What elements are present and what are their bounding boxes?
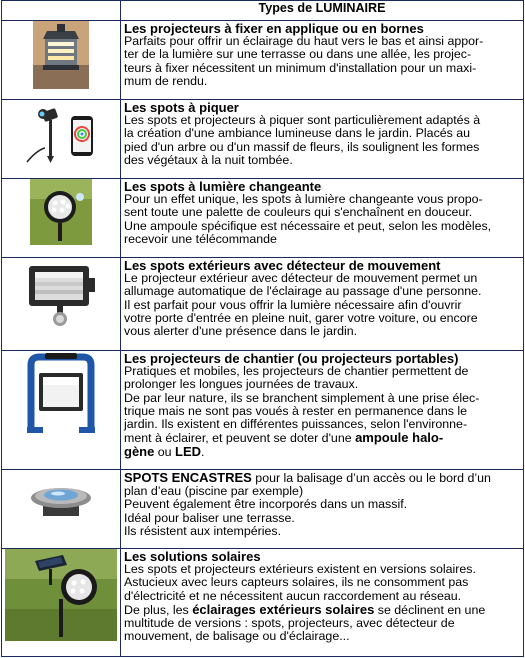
row-text-line: jardin. Ils existent en différentes puissances, selon l'environne- <box>124 417 468 432</box>
table-title: Types de LUMINAIRE <box>121 1 524 21</box>
row-text-line: Peuvent également être incorporés dans un massif. <box>124 497 408 512</box>
row-text-line: vous alerter d'une présence dans le jardin. <box>124 324 358 339</box>
table-row <box>2 100 524 179</box>
row-text-line: mum de rendu. <box>124 73 208 88</box>
image-cell <box>2 258 121 351</box>
table-row <box>2 351 524 470</box>
row-text-line: Pratiques et mobiles, les projecteurs de chantier permettent de <box>124 364 469 379</box>
row-text-line: pied d'un arbre ou d'un massif de fleurs, ils soulignent les formes <box>124 139 480 154</box>
text-cell <box>121 179 524 258</box>
row-text-line <box>124 431 521 445</box>
row-text-line: De par leur nature, ils se branchent simplement à une prise élec- <box>124 390 480 405</box>
luminaire-types-table <box>1 0 524 657</box>
row-text-line: multitude de versions : spots, projecteurs, avec détecteur de <box>124 616 455 631</box>
row-text-line: Il est parfait pour vous offrir la lumière nécessaire afin d'ouvrir <box>124 297 462 312</box>
text-cell <box>121 470 524 549</box>
row-title: Les solutions solaires <box>124 549 261 564</box>
color-spot-icon <box>2 179 120 245</box>
row-text-line: recevoir une télécommande <box>124 231 277 246</box>
row-text-line <box>124 603 521 617</box>
row-text-line: Pour un effet unique, les spots à lumière changeante vous propo- <box>124 192 483 207</box>
spike-spot-phone-icon <box>2 100 120 164</box>
image-cell <box>2 549 121 657</box>
row-text-fragment: ment à éclairer, et peuvent se doter d'une <box>124 431 352 446</box>
row-text-fragment: se déclinent en une <box>374 602 486 617</box>
text-cell <box>121 21 524 100</box>
text-cell <box>121 351 524 470</box>
wall-lantern-icon <box>2 21 120 89</box>
row-text-line: la création d'une ambiance lumineuse dans le jardin. Placés au <box>124 126 471 141</box>
row-text-fragment: ou <box>154 445 176 460</box>
row-title: Les spots extérieurs avec détecteur de mouvement <box>124 258 441 273</box>
image-cell <box>2 21 121 100</box>
work-floodlight-icon <box>2 351 120 437</box>
image-cell <box>2 100 121 179</box>
header-empty-cell <box>2 1 121 21</box>
table-row <box>2 549 524 657</box>
bold-term: éclairages extérieurs solaires <box>192 601 375 617</box>
row-text-line: d'électricité et ne nécessitent aucun raccordement au réseau. <box>124 588 462 603</box>
bold-term: gène <box>124 444 155 460</box>
row-text-line: sent toute une palette de couleurs qui s'enchaînent en douceur. <box>124 205 473 220</box>
bold-term: ampoule halo- <box>355 430 444 446</box>
row-text-line: votre porte d'entrée en pleine nuit, garer votre voiture, ou encore <box>124 310 478 325</box>
row-text-line: trique mais ne sont pas voués à rester en permanence dans le <box>124 403 468 418</box>
row-text-line <box>124 445 521 459</box>
solar-spot-icon <box>2 549 120 641</box>
row-text-line: mouvement, de balisage ou d'éclairage... <box>124 629 350 644</box>
row-title: Les projecteurs à fixer en applique ou en bornes <box>124 21 424 36</box>
row-text-line: teurs à fixer nécessitent un minimum d'installation pour un maxi- <box>124 60 477 75</box>
table-row <box>2 179 524 258</box>
motion-floodlight-icon <box>2 258 120 328</box>
table-header-row <box>2 1 524 21</box>
row-text-line: Idéal pour baliser une terrasse. <box>124 510 295 525</box>
table-row <box>2 21 524 100</box>
row-title: SPOTS ENCASTRES <box>124 470 252 485</box>
row-text-line: Une ampoule spécifique est nécessaire et peut, selon les modèles, <box>124 218 492 233</box>
text-cell <box>121 549 524 657</box>
row-text-line: prolonger les longues journées de travaux. <box>124 377 359 392</box>
row-title: Les projecteurs de chantier (ou projecteurs portables) <box>124 351 459 366</box>
table-row <box>2 258 524 351</box>
row-text-line: Les spots et projecteurs extérieurs existent en versions solaires. <box>124 562 476 577</box>
image-cell <box>2 179 121 258</box>
image-cell <box>2 470 121 549</box>
row-text-line: ter de la lumière sur une terrasse ou dans une allée, les projec- <box>124 47 472 62</box>
row-text-fragment: . <box>201 445 205 460</box>
row-title: Les spots à piquer <box>124 100 239 115</box>
row-text-fragment: De plus, les <box>124 602 193 617</box>
table-row <box>2 470 524 549</box>
row-title-line <box>124 471 521 485</box>
row-text-fragment: pour la balisage d’un accès ou le bord d’un <box>251 471 491 485</box>
row-text-line: Ils résistent aux intempéries. <box>124 523 282 538</box>
image-cell <box>2 351 121 470</box>
row-text-line: Parfaits pour offrir un éclairage du haut vers le bas et ainsi appor- <box>124 34 484 49</box>
row-text-line: Le projecteur extérieur avec détecteur de mouvement permet un <box>124 271 478 286</box>
recessed-spot-icon <box>2 470 120 520</box>
row-text-line: allumage automatique de l'éclairage au passage d'une personne. <box>124 284 482 299</box>
bold-term: LED <box>175 444 202 460</box>
text-cell <box>121 100 524 179</box>
row-text-line: des végétaux à la nuit tombée. <box>124 152 293 167</box>
row-title: Les spots à lumière changeante <box>124 179 322 194</box>
text-cell <box>121 258 524 351</box>
row-text-line: plan d’eau (piscine par exemple) <box>124 484 304 499</box>
row-text-line: Astucieux avec leurs capteurs solaires, ils ne consomment pas <box>124 575 469 590</box>
row-text-line: Les spots et projecteurs à piquer sont particulièrement adaptés à <box>124 113 481 128</box>
